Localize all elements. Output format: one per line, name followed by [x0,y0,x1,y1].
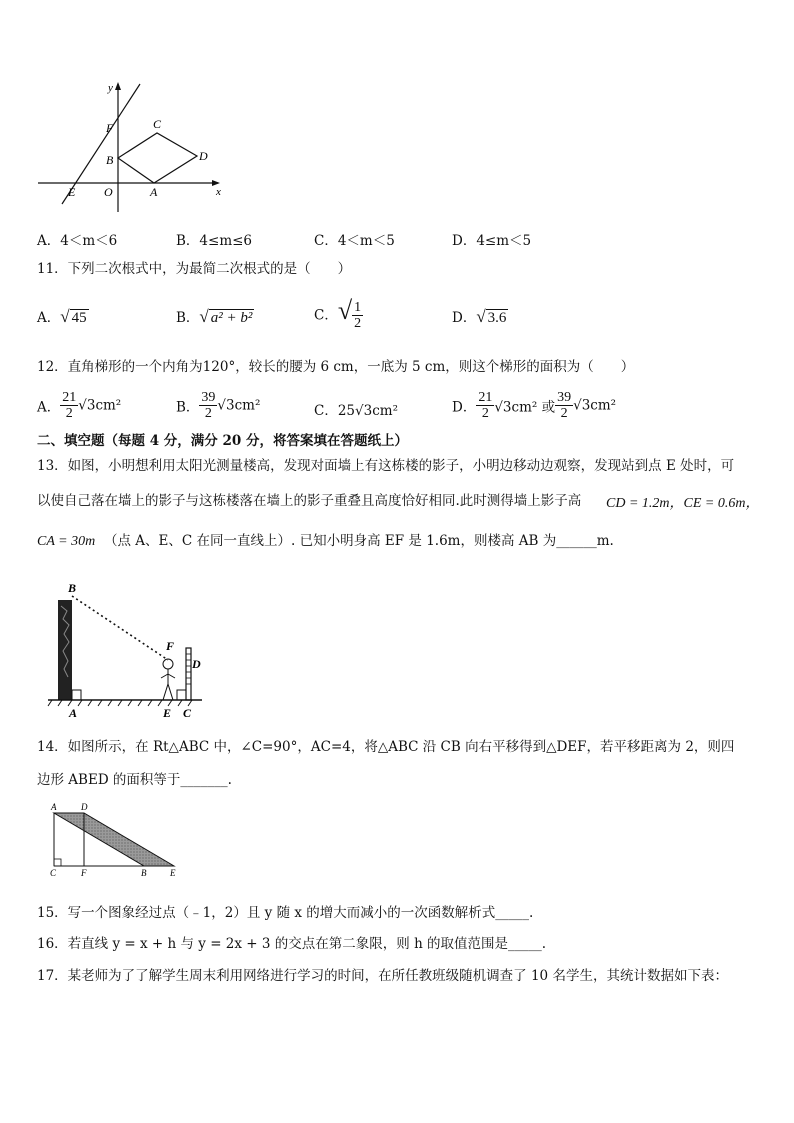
q13-ca: CA = 30m [37,534,96,549]
q10-option-b: B．4≤m≤6 [176,233,253,249]
label-A: A [69,706,78,720]
radicand: 45 [71,310,87,326]
option-label: D． [452,399,477,416]
q10-option-c: C．4＜m＜5 [314,233,395,249]
numerator: 21 [478,390,493,405]
label-A: A [51,802,57,812]
building-shadow-figure [40,574,220,722]
q11-option-c: C．√ $\frac{1}{2}$ [314,296,362,332]
denominator: 2 [204,406,212,421]
denominator: 2 [65,406,73,421]
q14-line1: 14．如图所示，在 Rt△ABC 中，∠C=90°，AC=4，将△ABC 沿 CB 向右平移得到△DEF，若平移距离为 2，则四 [37,739,735,755]
q11-option-b: B．√ a² + b² [176,307,253,326]
label-E: E [170,868,176,878]
option-label: D． [452,310,477,326]
label-F: F [81,868,87,878]
denominator: 2 [481,406,489,421]
denominator: 2 [354,316,362,332]
q12-option-c [314,399,398,419]
q13-measurements: CD = 1.2m，CE = 0.6m， [606,496,760,511]
q16: 16．若直线 y = x + h 与 y = 2x + 3 的交点在第二象限，则 h 的取值范围是_____. [37,936,547,952]
option-text: 25√3cm² [337,403,398,419]
q11-option-d: D．√ 3.6 [452,307,507,326]
numerator: 21 [62,390,77,405]
label-B: B [68,581,77,595]
q13-line1: 13．如图，小明想利用太阳光测量楼高，发现对面墙上有这栋楼的影子，小明边移动边观察，发现站到点 E 处时，可 [37,458,735,474]
label-D: D [81,802,88,812]
coordinate-figure [30,76,230,216]
label-O: O [104,185,113,199]
q11-option-a: A．√ 45 [37,307,87,326]
label-D: D [192,657,201,671]
q11-stem: 11．下列二次根式中，为最简二次根式的是（ ） [37,261,352,277]
option-label: B． [176,310,200,326]
radicand: 3.6 [487,310,507,326]
option-rest: √3cm² [573,397,617,414]
option-label: B． [176,399,200,416]
q10-option-d: D．4≤m＜5 [452,233,532,249]
label-B: B [106,153,114,167]
q12-option-d [452,390,616,421]
numerator: 39 [557,390,572,405]
q13-line2: 以使自己落在墙上的影子与这栋楼落在墙上的影子重叠且高度恰好相同.此时测得墙上影子高 [37,493,582,509]
option-label: A． [37,399,61,416]
label-x: x [216,186,221,198]
denominator: 2 [560,406,568,421]
numerator: 1 [354,300,362,316]
q12-option-b [176,390,260,421]
q12-option-a [37,390,121,421]
label-C: C [50,868,57,878]
numerator: 39 [201,390,216,405]
label-F: F [106,121,114,135]
label-E: E [163,706,172,720]
q15: 15．写一个图象经过点（﹣1，2）且 y 随 x 的增大而减小的一次函数解析式_____. [37,905,534,921]
label-E: E [68,185,76,199]
label-F: F [166,639,175,653]
label-D: D [199,149,208,163]
q10-option-a: A．4＜m＜6 [37,233,118,249]
label-A: A [150,185,158,199]
option-rest: √3cm² [217,397,261,414]
radicand: a² + b² [210,310,253,326]
option-label: A． [37,310,61,326]
section-heading: 二、填空题（每题 4 分，满分 20 分，将答案填在答题纸上） [37,433,408,449]
q14-line2: 边形 ABED 的面积等于_______. [37,772,232,788]
label-C: C [153,117,162,131]
option-label: C． [314,307,338,324]
option-label: C． [314,403,338,419]
label-B: B [141,868,147,878]
q13-line3: （点 A、E、C 在同一直线上）. 已知小明身高 EF 是 1.6m，则楼高 AB 为______m. [104,533,614,549]
label-C: C [183,706,192,720]
option-mid: √3cm² 或 [494,399,556,416]
q12-stem: 12．直角梯形的一个内角为120°，较长的腰为 6 cm，一底为 5 cm，则这个梯形的面积为（ ） [37,359,635,375]
translation-figure [40,800,190,882]
option-rest: √3cm² [78,397,122,414]
q17: 17．某老师为了了解学生周末利用网络进行学习的时间，在所任教班级随机调查了 10 名学生，其统计数据如下表： [37,968,728,984]
label-y: y [108,82,113,94]
